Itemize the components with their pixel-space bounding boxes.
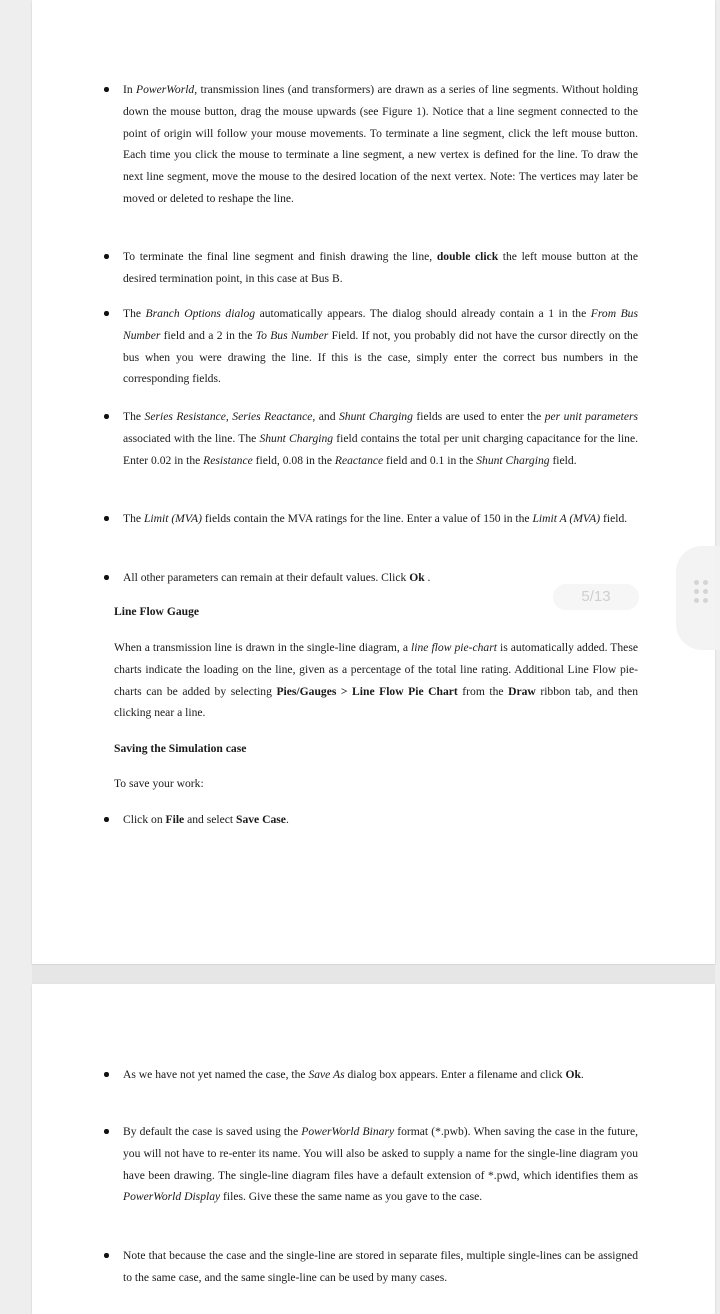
section-heading: Saving the Simulation case — [114, 742, 247, 755]
paragraph: To save your work: — [114, 777, 204, 790]
list-item: The Branch Options dialog automatically appears. The dialog should already contain a 1 in the From Bus Number field and a 2 in the To Bus Number Field. If not, you probably did not have the cursor directly on the bus when you were drawing the line. If this is the case, simply enter the correct bus numbers in the corresponding fields. — [123, 303, 638, 390]
grid-dots-icon[interactable] — [694, 580, 714, 612]
list-item: In PowerWorld, transmission lines (and transformers) are drawn as a series of line segments. Without holding down the mouse button, drag the mouse upwards (see Figure 1). Notice that a line segment connected to the point of origin will follow your mouse movements. To terminate a line segment, click the left mouse button. Each time you click the mouse to terminate a line segment, a new vertex is defined for the line. To draw the next line segment, move the mouse to the desired location of the next vertex. Note: The vertices may later be moved or deleted to reshape the line. — [123, 79, 638, 210]
list-item: All other parameters can remain at their default values. Click Ok . — [123, 567, 638, 589]
list-item: The Limit (MVA) fields contain the MVA ratings for the line. Enter a value of 150 in the Limit A (MVA) field. — [123, 508, 638, 530]
page-separator — [32, 964, 715, 985]
page-indicator: 5/13 — [553, 584, 639, 610]
list-item: As we have not yet named the case, the Save As dialog box appears. Enter a filename and click Ok. — [123, 1064, 638, 1086]
paragraph: When a transmission line is drawn in the single-line diagram, a line flow pie-chart is automatically added. These charts indicate the loading on the line, given as a percentage of the total line rating. Additional Line Flow pie-charts can be added by selecting Pies/Gauges > Line Flow Pie Chart from the Draw ribbon tab, and then clicking near a line. — [114, 641, 638, 720]
list-item: Click on File and select Save Case. — [123, 809, 638, 831]
list-item: Note that because the case and the single-line are stored in separate files, multiple single-lines can be assigned to the same case, and the same single-line can be used by many cases. — [123, 1245, 638, 1289]
section-heading: Line Flow Gauge — [114, 605, 200, 618]
list-item: By default the case is saved using the PowerWorld Binary format (*.pwb). When saving the case in the future, you will not have to re-enter its name. You will also be asked to supply a name for the single-line diagram you have been drawing. The single-line diagram files have a default extension of *.pwd, which identifies them as PowerWorld Display files. Give these the same name as you gave to the case. — [123, 1121, 638, 1208]
list-item: To terminate the final line segment and finish drawing the line, double click the left mouse button at the desired termination point, in this case at Bus B. — [123, 246, 638, 290]
list-item: The Series Resistance, Series Reactance, and Shunt Charging fields are used to enter the per unit parameters associated with the line. The Shunt Charging field contains the total per unit charging capacitance for the line. Enter 0.02 in the Resistance field, 0.08 in the Reactance field and 0.1 in the Shunt Charging field. — [123, 406, 638, 471]
